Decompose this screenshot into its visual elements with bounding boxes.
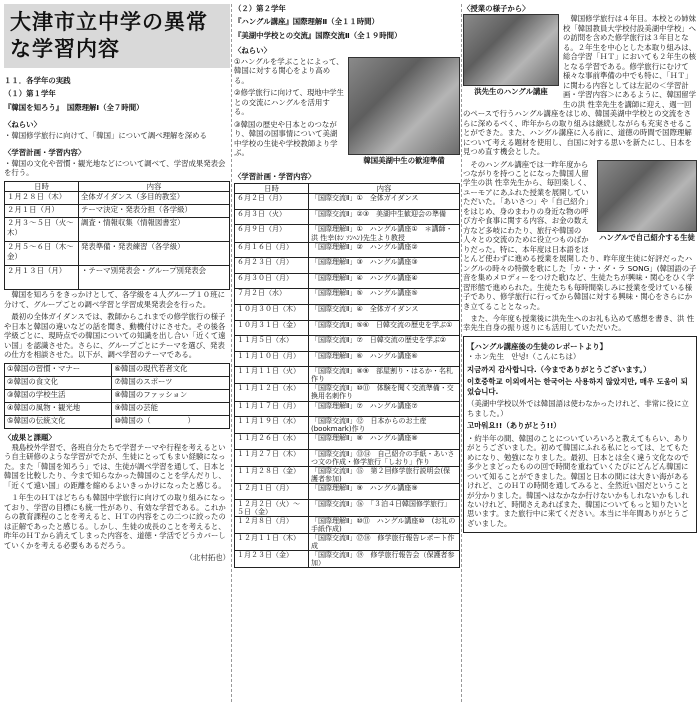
schedule-table-grade2: 日時 内容 ６月２日（月） 「国際交流Ⅱ」① 全体ガイダンス ６月３日（火） 「国際交流Ⅱ」②③ 美湖中生歓迎会の準備 ６月９日（月） 「国際理解Ⅱ」① ハングル講座① ＊講師・洪 性幸(ﾎﾝ ｿﾝﾍﾝ)先生より教授 ６月１６日（月） 「国際理解Ⅱ」② ハングル講座② ６月２３日（月） 「国際理解Ⅱ」③ ハングル講座③ ６月３０日（月） 「国際理解Ⅱ」④ ハングル講座④ ７月２日（水） 「国際理解Ⅱ」⑤ ハングル講座⑤ １０月３０日（木） 「国際交流Ⅱ」④ 全体ガイダンス １０月３１日（金） 「国際交流Ⅱ」⑤⑥ 日韓交流の歴史を学ぶ① １１月５日（水） 「国際交流Ⅱ」⑦ 日韓交流の歴史を学ぶ② １１月１０日（月） 「国際理解Ⅱ」⑥ ハングル講座⑥ １１月１１日（火） 「国際交流Ⅱ」⑧⑨ 部屋割り・はるか・名札作り １１月１２日（水） 「国際交流Ⅱ」⑩⑪ 体験を聞く交流準備・交換用名刺作り １１月１７日（月） 「国際理解Ⅱ」⑦ ハングル講座⑦ １１月１９日（水） 「国際交流Ⅱ」⑫ 日本からのお土産(bookmark)作り １１月２６日（水） 「国際理解Ⅱ」⑧ ハングル講座⑧ １１月２７日（木） 「国際交流Ⅱ」⑬⑭ 自己紹介の手紙・あいさつ文の作成・修学旅行「しおり」作り １１月２８日（金） 「国際交流Ⅱ」⑮ 第２回修学旅行説明会(保護者参加) １２月１日（月） 「国際理解Ⅱ」⑨ ハングル講座⑨ １２月２日（火）～５日（金） 「国際交流Ⅱ」⑯ 「３泊４日韓国修学旅行」 １２月８日（月） 「国際理解Ⅱ」⑩⑪ ハングル講座⑩ (お礼の手紙作成) １２月１１日（木） 「国際交流Ⅱ」⑰⑱ 修学旅行報告レポート作成 １月２３日（金） 「国際交流Ⅱ」⑲ 修学旅行報告会（保護者参加） — [234, 183, 460, 568]
table-row: ①韓国の習慣・マナー ⑥韓国の現代若者文化 — [5, 363, 230, 376]
table-header: 日時 — [5, 181, 79, 191]
table-row: ６月１６日（月） 「国際理解Ⅱ」② ハングル講座② — [235, 242, 460, 258]
table-row: １１月１２日（水） 「国際交流Ⅱ」⑩⑪ 体験を聞く交流準備・交換用名刺作り — [235, 384, 460, 401]
report-line: （美湖中学校以外では韓国語は使わなかったけれど、非常に役に立ちました。） — [467, 399, 689, 418]
plan-label: 〈学習計画・学習内容〉 — [4, 148, 86, 158]
photo-caption: ハングルで自己紹介する生徒 — [599, 232, 695, 242]
photo-block — [463, 14, 559, 99]
table-row: １１月１０日（月） 「国際理解Ⅱ」⑥ ハングル講座⑥ — [235, 351, 460, 367]
table-row: １１月２８日（金） 「国際交流Ⅱ」⑮ 第２回修学旅行説明会(保護者参加) — [235, 466, 460, 483]
unit-title: 『美湖中学校との交流』国際交流Ⅱ（全１９時間） — [234, 30, 402, 40]
aim-label: 〈ねらい〉 — [4, 120, 41, 130]
table-row: ２月１日（月） テーマ決定・発表分担（各学級） — [5, 205, 230, 218]
table-row: ６月９日（月） 「国際理解Ⅱ」① ハングル講座① ＊講師・洪 性幸(ﾎﾝ ｿﾝﾍﾝ)先生より教授 — [235, 225, 460, 242]
table-row: １月２３日（金） 「国際交流Ⅱ」⑲ 修学旅行報告会（保護者参加） — [235, 550, 460, 567]
column-1 — [4, 0, 230, 706]
table-header: 内容 — [79, 181, 230, 191]
table-row: ６月２日（月） 「国際交流Ⅱ」① 全体ガイダンス — [235, 194, 460, 210]
grade-header: （１）第１学年 — [4, 89, 56, 99]
grade-header: （２）第２学年 — [234, 4, 286, 13]
photo-caption: 洪先生のハングル講座 — [474, 87, 548, 97]
table-row: ③韓国の学校生活 ⑧韓国のファッション — [5, 389, 230, 402]
aim-item: ①ハングルを学ぶことによって、韓国に対する関心をより高める。 — [234, 56, 344, 85]
column-divider — [461, 4, 462, 702]
signature: （北村拓也） — [185, 553, 230, 563]
paragraph: また、今年度も授業後に洪先生へのお礼も込めて感想を書き、洪 性幸先生自身の振り返りにも活用していただいた。 — [463, 314, 695, 333]
paragraph: そのハングル講座では一昨年度からつながりを持つことになった韓国人留学生の洪 性幸先生から、毎回楽しく、ユーモアにあふれた授業を展開していただいた。「あいさつ」や「自己紹介」をはじめ、身のまわりの身近な物の呼び方や食事に関する内容、お金の数え方など多岐にわたり、旅行や韓国の人々との交流のために役立つものばかりだった。特に、本年度は日本語をほとんど使わずに進める授業を展開したり、昨年度生徒に好評だったハングルの時々の特徴を歌にした「カ・ナ・ダ・ラ SONG」(韓国語の子音を集めメロディーをつけた歌)など、生徒たちが興味・関心をひく学習形態で進められた。生徒たちも毎時間楽しみに授業を受けている様子であり、修学旅行に行ってから韓国に対する興味・関心をさらにかき立てることとなった。 — [463, 159, 697, 311]
unit-title: 『韓国を知ろう』 国際理解Ⅰ（全７時間） — [4, 102, 144, 112]
table-row: １月２８日（木） 全体ガイダンス（多目的教室） — [5, 192, 230, 205]
table-row: １１月１９日（水） 「国際交流Ⅱ」⑫ 日本からのお土産(bookmark)作り — [235, 417, 460, 434]
schedule-table-grade1 — [4, 181, 230, 290]
table-row: １２月１日（月） 「国際理解Ⅱ」⑨ ハングル講座⑨ — [235, 483, 460, 499]
table-row: １０月３０日（木） 「国際交流Ⅱ」④ 全体ガイダンス — [235, 304, 460, 320]
table-row: １１月１７日（月） 「国際理解Ⅱ」⑦ ハングル講座⑦ — [235, 401, 460, 417]
column-divider — [231, 4, 232, 702]
page-title: 大津市立中学の異常な学習内容 — [4, 4, 230, 68]
table-row: ６月３０日（月） 「国際理解Ⅱ」④ ハングル講座④ — [235, 273, 460, 289]
report-label: 【ハングル講座後の生徒のレポートより】 — [467, 341, 608, 351]
paragraph: 韓国修学旅行は４年目。本校との姉妹校「韓国教員大学校付設美湖中学校」への訪問を含めた修学旅行は３年目となる。２年生を中心とした本取り組みは、総合学習「ＨＴ」においても２年生の核となる学習である。修学旅行にむけて様々な事前準備の中でも特に、「ＨＴ」に関わる内容としては左記の＜学習計画・学習内容＞にあるように、韓国留学生の洪 性幸先生を講師に迎え、週一回のペースで行うハングル講座をはじめ、韓国美湖中学校との交流をさらに深めるべく、昨年からの取り組みは継続しながらも充実させることができた。また、ハングル講座に入る前に、道徳の時間で国際理解について考える題材を使用し、自国に対する思いを新たにし、日本を見つめ直す機会とした。 — [463, 14, 697, 157]
table-row: ６月３日（火） 「国際交流Ⅱ」②③ 美湖中生歓迎会の準備 — [235, 209, 460, 225]
report-line: ・ホン先生 안녕!（こんにちは） — [467, 352, 581, 362]
table-row: １２月２日（火）～５日（金） 「国際交流Ⅱ」⑯ 「３泊４日韓国修学旅行」 — [235, 499, 460, 516]
aim-item: ②修学旅行に向けて、現地中学生との交流にハングルを活用する。 — [234, 88, 344, 117]
plan-text: ・韓国の文化や習慣・観光地などについて調べて、学習成果発表会を行う。 — [4, 158, 226, 178]
student-report-box — [463, 336, 697, 533]
table-row: ７月２日（水） 「国際理解Ⅱ」⑤ ハングル講座⑤ — [235, 289, 460, 305]
photo-hangul-lesson — [463, 14, 559, 86]
table-row: １１月１１日（火） 「国際交流Ⅱ」⑧⑨ 部屋割り・はるか・名札作り — [235, 367, 460, 384]
table-row: １１月５日（水） 「国際交流Ⅱ」⑦ 日韓交流の歴史を学ぶ② — [235, 336, 460, 352]
scene-label: 〈授業の様子から〉 — [463, 4, 530, 13]
report-line: 이호중학교 이외에서는 한국어는 사용하지 않았지만, 매우 도움이 되었습니다. — [467, 377, 688, 396]
column-3 — [463, 0, 697, 706]
aim-text: ・韓国修学旅行に向けて、「韓国」について調べ理解を深める — [4, 130, 207, 140]
result-label: 〈成果と課題〉 — [4, 432, 56, 442]
photo-block — [597, 160, 697, 245]
table-row: １０月３１日（金） 「国際交流Ⅱ」⑤⑥ 日韓交流の歴史を学ぶ① — [235, 320, 460, 336]
paragraph: １年生のＨＴはどちらも韓国中学旅行に向けての取り組みになっており、学習の目標にも統一性があり、有効な学習である。これからの教育課程のことを考えると、ＨＴの内容をこの二つに絞ったのは正解であったと感じる。しかし、生徒の成長のことを考えると、昨年のＨＴから消えてしまった内容を、道徳・学活でどうカバーしていくかを考える必要もあるだろう。 — [4, 493, 226, 550]
plan-label: 〈学習計画・学習内容〉 — [234, 172, 316, 182]
unit-title: 『ハングル講座』国際理解Ⅱ（全１１時間） — [234, 17, 379, 27]
themes-table — [4, 363, 230, 429]
paragraph: 韓国を知ろうをきっかけとして、各学級を４人グループ１０班に分けて、グループごとの調べ学習と学習成果発表会を行った。 — [4, 290, 225, 309]
table-row: ２月５～６日（木～金） 発表準備・発表練習（各学級） — [5, 242, 230, 266]
table-row: １２月８日（月） 「国際理解Ⅱ」⑩⑪ ハングル講座⑩ (お礼の手紙作成) — [235, 516, 460, 533]
photo-caption: 韓国美湖中生の歓迎準備 — [363, 155, 445, 165]
paragraph: 飛島校外学習で、各班自分たちで学習テーマや行程を考えるという自主研修のような学習がでたが、生徒にとってもまい経験になった。また「韓国を知ろう」では、生徒が調べ学習を通して、日本と韓国を比較したり、今まで知らなかった韓国のことを学んだりし、「近くて遠い国」の距離を縮めるよいきっかけになったと感じる。 — [4, 442, 226, 490]
table-row: １１月２７日（木） 「国際交流Ⅱ」⑬⑭ 自己紹介の手紙・あいさつ文の作成・修学旅行「しおり」作り — [235, 449, 460, 466]
report-line: 지금까지 감사합니다.（今までありがとうございます。） — [467, 364, 651, 374]
report-line: ・約半年の間、韓国のことについていろいろと教えてもらい、ありがとうございました。初めて韓国にふれる私にとっては、とてもためになり、勉強になりました。最初、日本とは全く違う文化なので多少とまどったものの回で時間を重ねていくたびにどんどん韓国について知ることができました。韓国と日本の間には大きい海があるけれど、このＨＴの時間を通してみると、全然近い国だということが分かりました。韓国へはなかなか行けないかもしれないかもしれないけれど、時間さえあればまた、韓国についてもっと知りたいと思います。また旅行中に来てください。本当に半年間ありがとうございました。 — [467, 433, 689, 528]
table-row: １１月２６日（水） 「国際理解Ⅱ」⑧ ハングル講座⑧ — [235, 434, 460, 450]
section-header: １１．各学年の実践 — [4, 76, 71, 85]
photo-welcome-preparation — [348, 57, 460, 155]
table-row: ２月３～５日（火～木） 調査・情報収集（情報図書室） — [5, 218, 230, 242]
aim-item: ③韓国の歴史や日本とのつながり、韓国の国事情について美湖中学校の生徒や学校教師より学ぶ。 — [234, 119, 338, 158]
table-row: ６月２３日（月） 「国際理解Ⅱ」③ ハングル講座③ — [235, 258, 460, 274]
table-row: ②韓国の食文化 ⑦韓国のスポーツ — [5, 376, 230, 389]
report-line: 고마워요!!（ありがとう!!） — [467, 421, 561, 431]
photo-self-introduction — [597, 160, 697, 232]
table-row: ２月１３日（月） ・テーマ別発表会・グループ別発表会 — [5, 266, 230, 290]
paragraph: 最初の全体ガイダンスでは、教師からこれまでの修学旅行の様子や日本と韓国の違いなどの話を聞き、動機付けにさせた。その後各学級ごとに、現時点での韓国についての知識を出し合い「近くて遠い国」を認識させた。さらに、グループごとにテーマを選び、発表の仕方を相談させた。以下が、調べ学習のテーマである。 — [4, 312, 226, 360]
column-2 — [234, 0, 460, 706]
table-row: ⑤韓国の伝統文化 ⑩韓国の（ ） — [5, 415, 230, 428]
table-row: ④韓国の風物・観光地 ⑨韓国の芸能 — [5, 402, 230, 415]
photo-block — [348, 57, 460, 168]
table-row: １２月１１日（木） 「国際交流Ⅱ」⑰⑱ 修学旅行報告レポート作成 — [235, 533, 460, 550]
aim-label: 〈ねらい〉 — [234, 46, 271, 56]
